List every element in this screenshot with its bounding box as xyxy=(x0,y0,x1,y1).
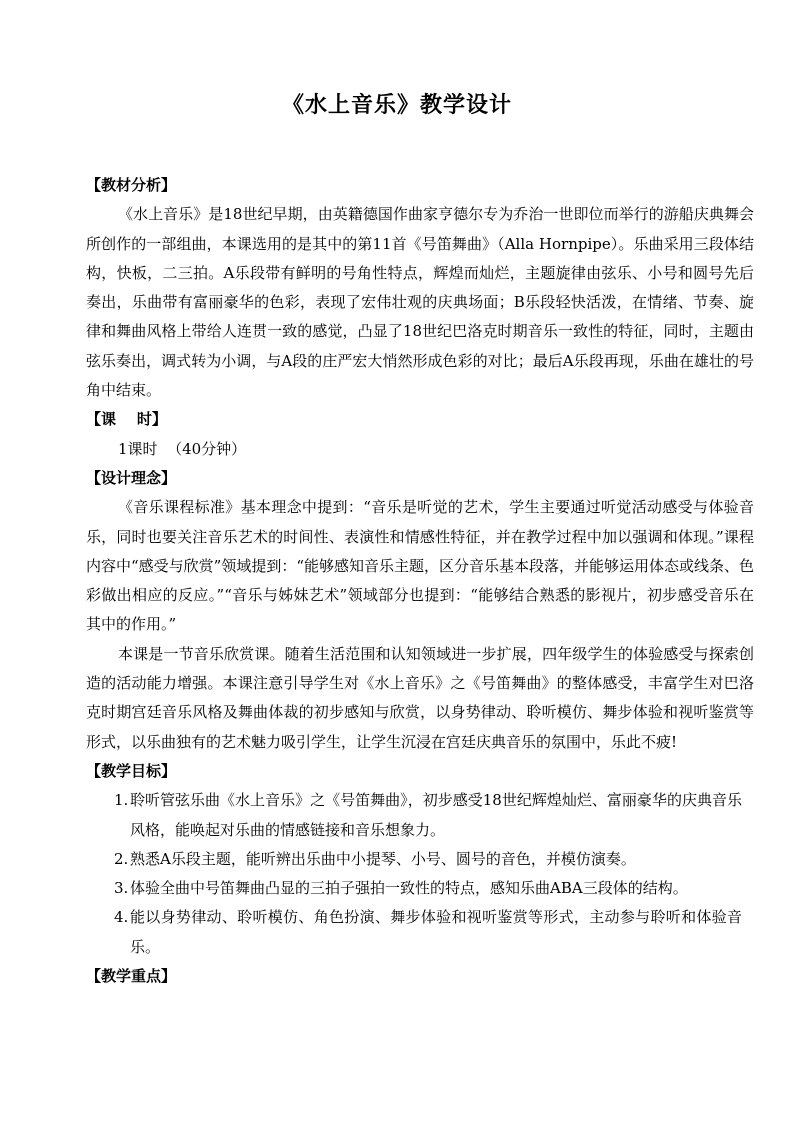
goal-number: 3. xyxy=(114,879,129,898)
goal-item xyxy=(86,786,754,845)
document-body xyxy=(86,171,754,991)
goal-number: 1. xyxy=(114,791,129,810)
goals-list xyxy=(86,786,754,962)
section-heading-goals: 【教学目标】 xyxy=(86,761,177,780)
document-title: 《水上音乐》教学设计 xyxy=(281,92,512,118)
goal-item xyxy=(86,845,754,874)
goal-text: 体验全曲中号笛舞曲凸显的三拍子强拍一致性的特点，感知乐曲ABA三段体的结构。 xyxy=(130,879,688,898)
goal-number: 2. xyxy=(114,849,129,868)
goal-text: 熟悉A乐段主题，能听辨出乐曲中小提琴、小号、圆号的音色，并模仿演奏。 xyxy=(130,849,636,868)
section-heading-material: 【教材分析】 xyxy=(86,176,177,194)
goal-text: 能以身势律动、聆听模仿、角色扮演、舞步体验和视听鉴赏等形式，主动参与聆听和体验音乐。 xyxy=(130,908,742,956)
material-analysis-text: 《水上音乐》是18世纪早期，由英籍德国作曲家亨德尔专为乔治一世即位而举行的游船庆典舞会所创作的一部组曲，本课选用的是其中的第11首《号笛舞曲》（Alla Hornpipe）。乐曲采用三段体结构，快板，二三拍。A乐段带有鲜明的号角性特点，辉煌而灿烂，主题旋律由弦乐、小号和圆号先后奏出，乐曲带有富丽豪华的色彩，表现了宏伟壮观的庆典场面；B乐段轻快活泼，在情绪、节奏、旋律和舞曲风格上带给人连贯一致的感觉，凸显了18世纪巴洛克时期音乐一致性的特征，同时，主题由弦乐奏出，调式转为小调，与A段的庄严宏大悄然形成色彩的对比；最后A乐段再现，乐曲在雄壮的号角中结束。 xyxy=(86,205,754,400)
philosophy-paragraph: 本课是一节音乐欣赏课。随着生活范围和认知领域进一步扩展，四年级学生的体验感受与探索创造的活动能力增强。本课注意引导学生对《水上音乐》之《号笛舞曲》的整体感受，丰富学生对巴洛克时期宫廷音乐风格及舞曲体裁的初步感知与欣赏，以身势律动、聆听模仿、舞步体验和视听鉴赏等形式，以乐曲独有的艺术魅力吸引学生，让学生沉浸在宫廷庆典音乐的氛围中，乐此不疲! xyxy=(86,644,754,751)
goal-item xyxy=(86,874,754,903)
duration-text: 1课时 （40分钟） xyxy=(118,439,247,458)
philosophy-paragraph: 《音乐课程标准》基本理念中提到：“音乐是听觉的艺术，学生主要通过听觉活动感受与体验音乐，同时也要关注音乐艺术的时间性、表演性和情感性特征，并在教学过程中加以强调和体现。”课程内容中“感受与欣赏”领域提到：“能够感知音乐主题，区分音乐基本段落，并能够运用体态或线条、色彩做出相应的反应。”“音乐与姊妹艺术”领域部分也提到：“能够结合熟悉的影视片，初步感受音乐在其中的作用。” xyxy=(86,498,755,634)
goal-item xyxy=(86,903,754,962)
section-heading-philosophy: 【设计理念】 xyxy=(86,468,177,487)
section-heading-duration: 【课 时】 xyxy=(86,410,167,429)
section-heading-focus: 【教学重点】 xyxy=(86,967,177,986)
goal-text: 聆听管弦乐曲《水上音乐》之《号笛舞曲》，初步感受18世纪辉煌灿烂、富丽豪华的庆典音乐风格，能唤起对乐曲的情感链接和音乐想象力。 xyxy=(130,791,742,839)
goal-number: 4. xyxy=(114,908,129,927)
